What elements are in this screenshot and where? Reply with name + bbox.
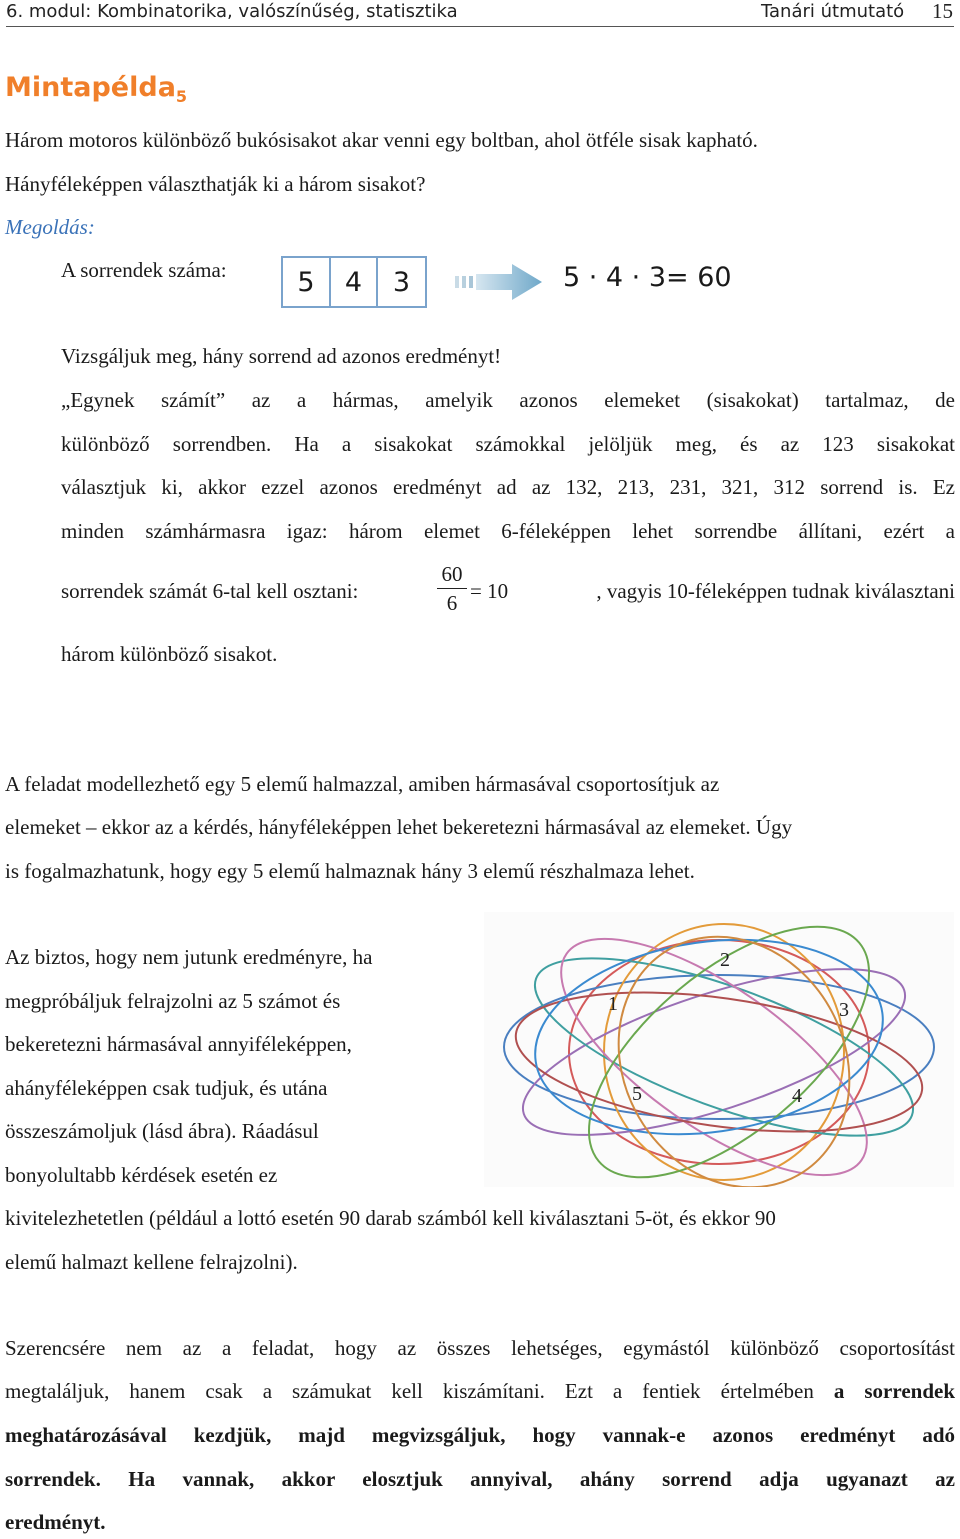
diagram-label-2: 2 bbox=[720, 949, 730, 971]
drawing-line-1: Az biztos, hogy nem jutunk eredményre, ha bbox=[5, 945, 373, 969]
drawing-line-2: megpróbáljuk felrajzolni az 5 számot és bbox=[5, 989, 341, 1013]
triples-diagram bbox=[484, 912, 954, 1187]
para-line-1: „Egynek számít” az a hármas, amelyik azonos elemeket (sisakokat) tartalmaz, de bbox=[61, 388, 955, 412]
last-line: három különböző sisakot. bbox=[61, 642, 278, 666]
divide-text: sorrendek számát 6-tal kell osztani: bbox=[61, 579, 359, 603]
right-arrow-icon bbox=[450, 260, 550, 304]
model-line-2: elemeket – ekkor az a kérdés, hányféleképpen lehet bekeretezni hármasával az elemeket. Úgy bbox=[5, 815, 793, 839]
drawing-line-6: bonyolultabb kérdések esetén ez bbox=[5, 1163, 278, 1187]
para-line-2: különböző sorrendben. Ha a sisakokat számokkal jelöljük meg, és az 123 sisakokat bbox=[61, 432, 955, 456]
final-line-2-plain: megtaláljuk, hanem csak a számukat kell kiszámítani. Ezt a fentiek értelmében bbox=[5, 1379, 834, 1403]
model-line-1: A feladat modellezhető egy 5 elemű halmazzal, amiben hármasával csoportosítjuk az bbox=[5, 772, 720, 796]
page-number: 15 bbox=[932, 0, 953, 23]
diagram-label-5: 5 bbox=[632, 1083, 642, 1105]
product-formula: 5 · 4 · 3= 60 bbox=[563, 262, 732, 293]
order-label: A sorrendek száma: bbox=[61, 258, 227, 282]
final-line-5: eredményt. bbox=[5, 1510, 106, 1534]
problem-line-2: Hányféleképpen választhatják ki a három sisakot? bbox=[5, 172, 426, 196]
final-line-1: Szerencsére nem az a feladat, hogy az összes lehetséges, egymástól különböző csoportosítást bbox=[5, 1336, 955, 1360]
para-line-3: választjuk ki, akkor ezzel azonos eredményt ad az 132, 213, 231, 321, 312 sorrend is. Ez bbox=[61, 475, 955, 499]
solution-label: Megoldás: bbox=[5, 215, 95, 239]
example-title-text: Mintapélda bbox=[5, 72, 176, 103]
fraction bbox=[437, 562, 467, 615]
model-line-3: is fogalmazhatunk, hogy egy 5 elemű halmaznak hány 3 elemű részhalmaza lehet. bbox=[5, 859, 695, 883]
example-number: 5 bbox=[175, 87, 188, 106]
para-line-4: minden számhármasra igaz: három elemet 6-féleképpen lehet sorrendbe állítani, ezért a bbox=[61, 519, 955, 543]
order-box-2: 4 bbox=[329, 256, 378, 308]
fraction-bar bbox=[437, 588, 467, 589]
result-text: , vagyis 10-féleképpen tudnak kiválasztani bbox=[596, 579, 955, 603]
diagram-label-1: 1 bbox=[608, 993, 618, 1015]
final-line-2-bold: a sorrendek bbox=[833, 1379, 956, 1403]
final-line-4: sorrendek. Ha vannak, akkor elosztjuk annyival, ahány sorrend adja ugyanazt az bbox=[5, 1467, 955, 1491]
page-header bbox=[6, 0, 954, 27]
drawing-line-3: bekeretezni hármasával annyiféleképpen, bbox=[5, 1032, 352, 1056]
module-title: 6. modul: Kombinatorika, valószínűség, statisztika bbox=[6, 1, 458, 22]
diagram-label-4: 4 bbox=[792, 1085, 802, 1107]
order-box-3: 3 bbox=[376, 256, 427, 308]
fraction-numerator: 60 bbox=[441, 562, 463, 586]
diagram-label-3: 3 bbox=[839, 999, 849, 1021]
final-line-3: meghatározásával kezdjük, majd megvizsgáljuk, hogy vannak-e azonos eredményt adó bbox=[5, 1423, 955, 1447]
fraction-denominator: 6 bbox=[446, 591, 458, 615]
order-box-1: 5 bbox=[281, 256, 331, 308]
check-line: Vizsgáljuk meg, hány sorrend ad azonos eredményt! bbox=[61, 344, 502, 368]
drawing-line-5: összeszámoljuk (lásd ábra). Ráadásul bbox=[5, 1119, 319, 1143]
example-title bbox=[5, 72, 187, 106]
final-line-2 bbox=[5, 1381, 955, 1402]
drawing-line-4: ahányféleképpen csak tudjuk, és utána bbox=[5, 1076, 328, 1100]
problem-line-1: Három motoros különböző bukósisakot akar venni egy boltban, ahol ötféle sisak kapható. bbox=[5, 128, 758, 152]
equals-ten: = 10 bbox=[470, 579, 509, 603]
drawing-line-7: kivitelezhetetlen (például a lottó esetén 90 darab számból kell kiválasztani 5-öt, és ekkor 90 bbox=[5, 1206, 776, 1230]
guide-label: Tanári útmutató bbox=[761, 1, 905, 22]
drawing-line-8: elemű halmazt kellene felrajzolni). bbox=[5, 1250, 298, 1274]
